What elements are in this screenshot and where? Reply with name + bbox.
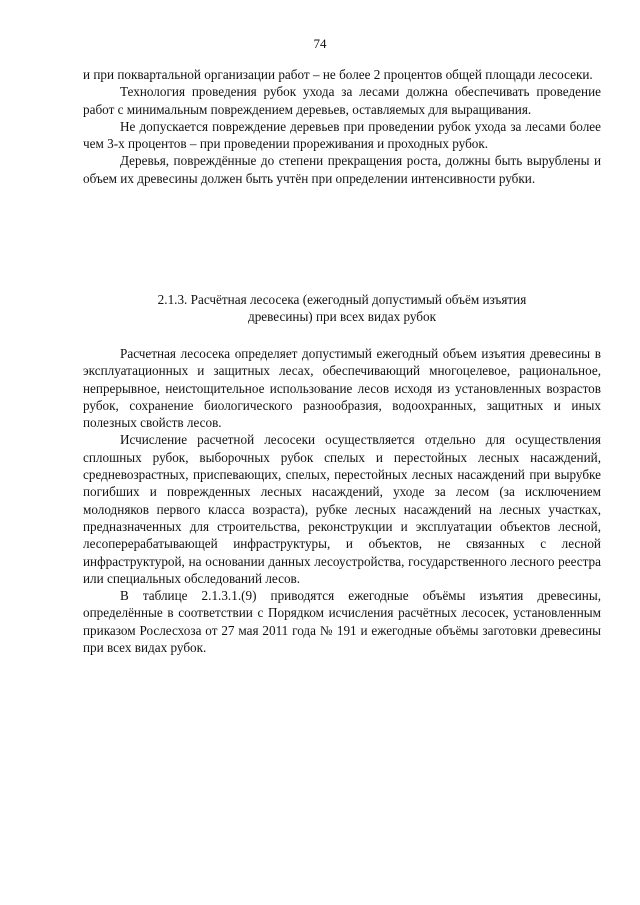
paragraph: Не допускается повреждение деревьев при проведении рубок ухода за лесами более чем 3-х процентов – при проведении прореживания и проходных рубок. xyxy=(83,118,601,152)
paragraph: Технология проведения рубок ухода за лесами должна обеспечивать проведение работ с минимальным повреждением деревьев, оставляемых для выращивания. xyxy=(83,84,601,117)
heading-line-2: древесины) при всех видах рубок xyxy=(247,309,437,325)
text-block-top xyxy=(83,66,601,187)
page-number: 74 xyxy=(313,36,327,51)
paragraph: Исчисление расчетной лесосеки осуществляется отдельно для осуществления сплошных рубок, выборочных рубок спелых и перестойных лесных насаждений, средневозрастных, приспевающих, спелых, перестойных лесных насаждений при вырубке погибших и поврежденных лесных насаждений, уходе за лесом (за исключением молодняков первого класса возраста), рубке лесных насаждений на лесных участках, предназначенных для строительства, реконструкции и эксплуатации объектов лесной, лесоперерабатывающей инфраструктуры, и объектов, не связанных с лесной инфраструктурой, на основании данных лесоустройства, государственного лесного реестра или специальных обследований лесов. xyxy=(83,432,601,586)
section-heading xyxy=(83,291,601,326)
paragraph: и при поквартальной организации работ – не более 2 процентов общей площади лесосеки. xyxy=(83,67,593,82)
heading-line-1: 2.1.3. Расчётная лесосека (ежегодный допустимый объём изъятия xyxy=(157,292,527,307)
text-block-bottom xyxy=(83,345,601,656)
paragraph: В таблице 2.1.3.1.(9) приводятся ежегодные объёмы изъятия древесины, определённые в соответствии с Порядком исчисления расчётных лесосек, установленным приказом Рослесхоза от 27 мая 2011 года № 191 и ежегодные объёмы заготовки древесины при всех видах рубок. xyxy=(83,588,601,656)
paragraph: Деревья, повреждённые до степени прекращения роста, должны быть вырублены и объем их древесины должен быть учтён при определении интенсивности рубки. xyxy=(83,153,601,186)
paragraph: Расчетная лесосека определяет допустимый ежегодный объем изъятия древесины в эксплуатационных и защитных лесах, обеспечивающий многоцелевое, рациональное, непрерывное, неистощительное использование лесов исходя из установленных возрастов рубок, сохранение биологического разнообразия, водоохранных, защитных и иных полезных свойств лесов. xyxy=(83,346,601,431)
